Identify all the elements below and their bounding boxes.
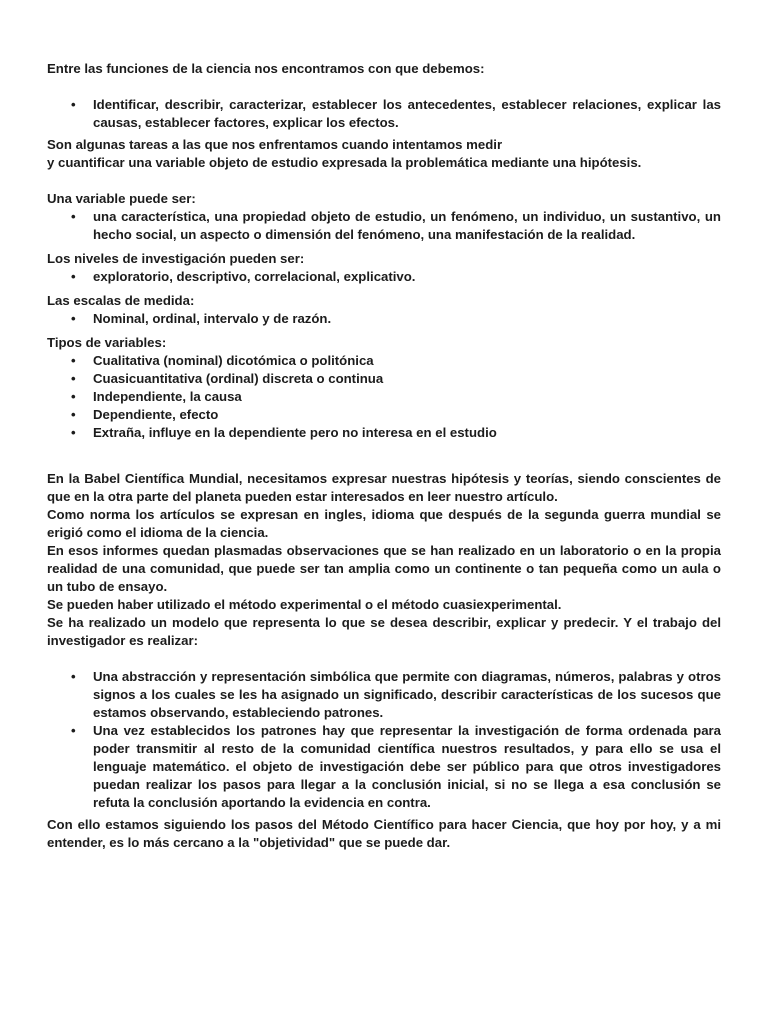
list-item: • Independiente, la causa (71, 389, 242, 404)
list-item: • Una vez establecidos los patrones hay que representar la investigación de forma ordenada para poder transmitir al resto de la comunidad científica nuestros resultados, y para ello se usa el lenguaje matemático. el objeto de investigación debe ser público para que otros investigadores puedan realizar los pasos para llegar a la conclusión inicial, si no se llega a esa conclusión se refuta la conclusión aportando la evidencia en contra. (71, 723, 721, 810)
model-paragraph: Se ha realizado un modelo que representa lo que se desea describir, explicar y predecir. Y el trabajo del investigador es realizar: (47, 615, 721, 648)
scales-heading: Las escalas de medida: (47, 293, 195, 308)
method-paragraph: Se pueden haber utilizado el método experimental o el método cuasiexperimental. (47, 597, 562, 612)
list-item: • Identificar, describir, caracterizar, establecer los antecedentes, establecer relaciones, explicar las causas, establecer factores, explicar los efectos. (71, 97, 721, 130)
bullet-icon: • (71, 97, 76, 112)
bullet-icon: • (71, 425, 76, 440)
scales-list (47, 310, 721, 328)
tasks-line-2: y cuantificar una variable objeto de estudio expresada la problemática mediante una hipótesis. (47, 155, 642, 170)
bullet-icon: • (71, 311, 76, 326)
levels-list (47, 268, 721, 286)
bullet-icon: • (71, 669, 76, 684)
document-page (47, 60, 721, 852)
list-item: • exploratorio, descriptivo, correlacional, explicativo. (71, 269, 416, 284)
list-item: • Una abstracción y representación simbólica que permite con diagramas, números, palabras y otros signos a los cuales se les ha asignado un significado, describir características de los sucesos que estamos observando, estableciendo patrones. (71, 669, 721, 720)
reports-paragraph: En esos informes quedan plasmadas observaciones que se han realizado en un laboratorio o en la propia realidad de una comunidad, que puede ser tan amplia como un continente o tan pequeña como un aula o un tubo de ensayo. (47, 543, 721, 594)
conclusion-paragraph: Con ello estamos siguiendo los pasos del Método Científico para hacer Ciencia, que hoy por hoy, y a mi entender, es lo más cercano a la "objetividad" que se puede dar. (47, 817, 721, 850)
bullet-icon: • (71, 389, 76, 404)
intro-paragraph: Entre las funciones de la ciencia nos encontramos con que debemos: (47, 61, 485, 76)
bullet-icon: • (71, 371, 76, 386)
work-list (47, 668, 721, 812)
list-item: • Dependiente, efecto (71, 407, 219, 422)
types-heading: Tipos de variables: (47, 335, 167, 350)
list-item: • Cualitativa (nominal) dicotómica o politónica (71, 353, 374, 368)
list-item: • Cuasicuantitativa (ordinal) discreta o continua (71, 371, 384, 386)
babel-paragraph: En la Babel Científica Mundial, necesitamos expresar nuestras hipótesis y teorías, siendo conscientes de que en la otra parte del planeta pueden estar interesados en leer nuestro artículo. (47, 471, 721, 504)
list-item: • Extraña, influye en la dependiente pero no interesa en el estudio (71, 425, 497, 440)
list-item: • Nominal, ordinal, intervalo y de razón. (71, 311, 332, 326)
types-list (47, 352, 721, 442)
bullet-icon: • (71, 209, 76, 224)
bullet-icon: • (71, 353, 76, 368)
bullet-icon: • (71, 407, 76, 422)
levels-heading: Los niveles de investigación pueden ser: (47, 251, 305, 266)
variable-heading: Una variable puede ser: (47, 191, 196, 206)
english-paragraph: Como norma los artículos se expresan en ingles, idioma que después de la segunda guerra mundial se erigió como el idioma de la ciencia. (47, 507, 721, 540)
variable-list (47, 208, 721, 244)
bullet-icon: • (71, 269, 76, 284)
bullet-icon: • (71, 723, 76, 738)
tasks-line-1: Son algunas tareas a las que nos enfrentamos cuando intentamos medir (47, 137, 503, 152)
list-item: • una característica, una propiedad objeto de estudio, un fenómeno, un individuo, un sustantivo, un hecho social, un aspecto o dimensión del fenómeno, una manifestación de la realidad. (71, 209, 721, 242)
functions-list (47, 96, 721, 132)
